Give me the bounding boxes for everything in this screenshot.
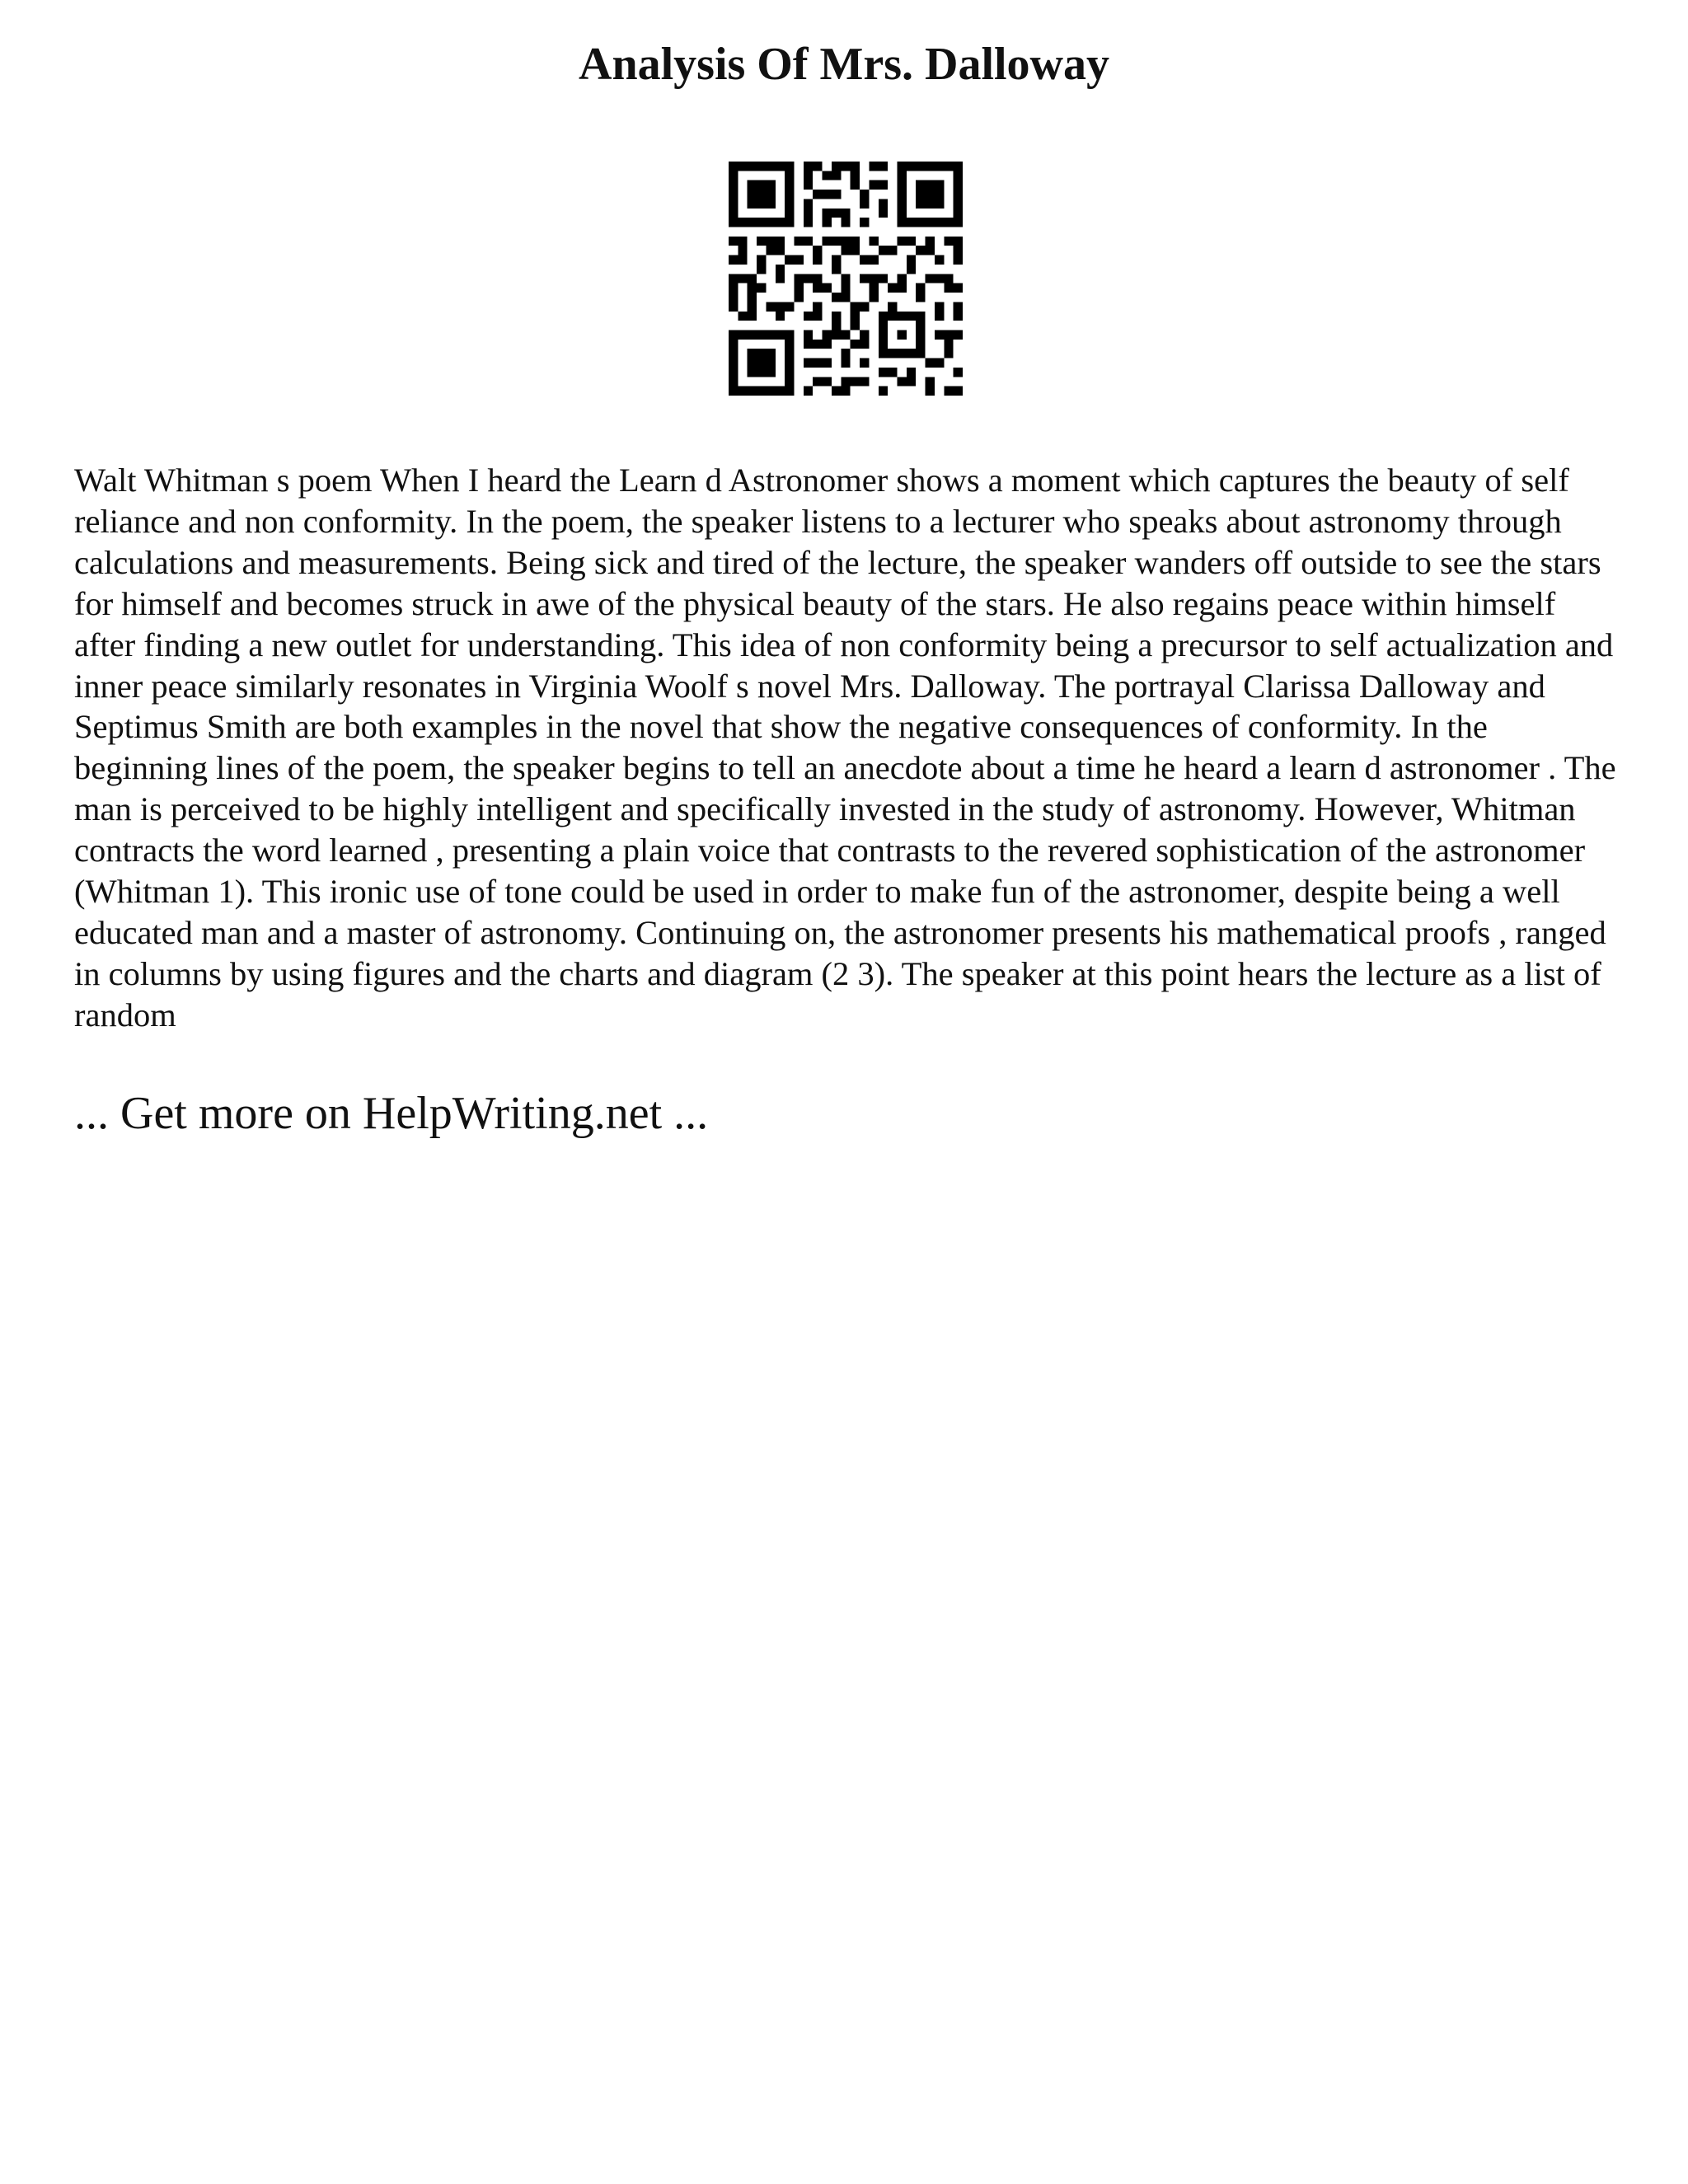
qr-code-icon [729, 162, 963, 396]
body-paragraph: Walt Whitman s poem When I heard the Learn d Astronomer shows a moment which captures the beauty of self reliance and non conformity. In the poem, the speaker listens to a lecturer who speaks about astronomy through calculations and measurements. Being sick and tired of the lecture, the speaker wanders off outside to see the stars for himself and becomes struck in awe of the physical beauty of the stars. He also regains peace within himself after finding a new outlet for understanding. This idea of non conformity being a precursor to self actualization and inner peace similarly resonates in Virginia Woolf s novel Mrs. Dalloway. The portrayal Clarissa Dalloway and Septimus Smith are both examples in the novel that show the negative consequences of conformity. In the beginning lines of the poem, the speaker begins to tell an anecdote about a time he heard a learn d astronomer . The man is perceived to be highly intelligent and specifically invested in the study of astronomy. However, Whitman contracts the word learned , presenting a plain voice that contrasts to the revered sophistication of the astronomer (Whitman 1). This ironic use of tone could be used in order to make fun of the astronomer, despite being a well educated man and a master of astronomy. Continuing on, the astronomer presents his mathematical proofs , ranged in columns by using figures and the charts and diagram (2 3). The speaker at this point hears the lecture as a list of random [74, 462, 1616, 1033]
page-title: Analysis Of Mrs. Dalloway [579, 39, 1109, 90]
get-more-link[interactable]: ... Get more on HelpWriting.net ... [74, 1088, 709, 1139]
